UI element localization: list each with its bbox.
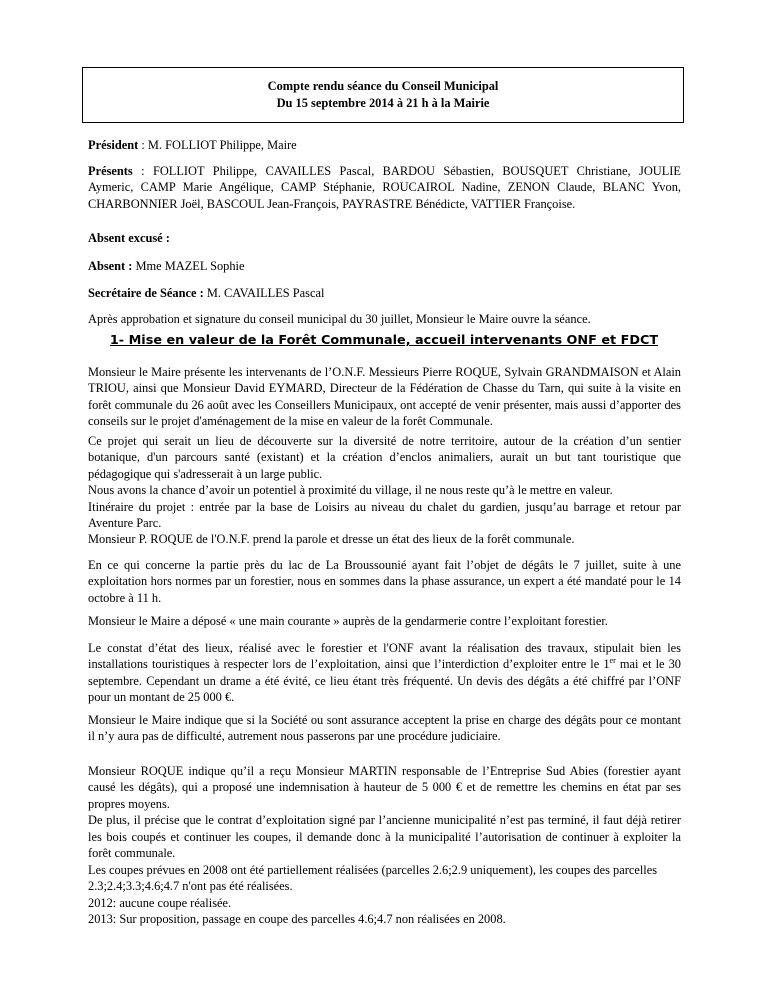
paragraph-coupes (88, 862, 681, 928)
paragraph-roque: Monsieur P. ROQUE de l'O.N.F. prend la parole et dresse un état des lieux de la forêt communale. (88, 532, 575, 546)
intro-paragraph: Après approbation et signature du conseil municipal du 30 juillet, Monsieur le Maire ouvre la séance. (88, 312, 591, 326)
paragraph-constat-b: mai et le 30 septembre. Cependant un drame a été évité, ce lieu étant très fréquenté. Un devis des dégâts a été chiffré par l’ONF pour un montant de 25 000 €. (88, 657, 682, 705)
absent-value: Mme MAZEL Sophie (132, 259, 245, 273)
secretary-label: Secrétaire de Séance : (88, 286, 204, 300)
presents-line-1: : FOLLIOT Philippe, CAVAILLES Pascal, BARDOU Sébastien, BOUSQUET Christiane, JOULIE (132, 164, 681, 178)
paragraph-coupes-3: 2013: Sur proposition, passage en coupe des parcelles 4.6;4.7 non réalisées en 2008. (88, 912, 506, 927)
presents-line-3: CHARBONNIER Joël, BASCOUL Jean-François, PAYRASTRE Bénédicte, VATTIER Françoise. (88, 196, 576, 211)
paragraph-constat (88, 640, 681, 706)
secretary-value: M. CAVAILLES Pascal (203, 286, 325, 300)
superscript-er: er (609, 656, 616, 666)
paragraph-constat-a: Le constat d’état des lieux, réalisé avec le forestier et l'ONF avant la réalisation des travaux, stipulait bien les installations touristiques à respecter lors de l’exploitation, ainsi que l’interdiction d’exploiter entre le 1 (88, 641, 681, 672)
presents-label: Présents (88, 164, 133, 178)
title-box (82, 67, 684, 123)
paragraph-assurance: Monsieur le Maire indique que si la Société ou sont assurance acceptent la prise en charge des dégâts pour ce montant il n’y aura pas de difficulté, autrement nous passerons par une procédure judiciaire. (88, 713, 681, 744)
presents-line-2: Aymeric, CAMP Marie Angélique, CAMP Stéphanie, ROUCAIROL Nadine, ZENON Claude, BLANC Yvon, (88, 180, 681, 195)
presents-block (88, 163, 681, 212)
paragraph-projet-2: Nous avons la chance d’avoir un potentiel à proximité du village, il ne nous reste qu’à le mettre en valeur. (88, 483, 613, 498)
paragraph-martin-1: Monsieur ROQUE indique qu’il a reçu Monsieur MARTIN responsable de l’Entreprise Sud Abies (forestier ayant causé les dégâts), qui a proposé une indemnisation à hauteur de 5 000 € et de remettre les chemins en état par ses propres moyens. (88, 764, 681, 811)
paragraph-main-courante: Monsieur le Maire a déposé « une main courante » auprès de la gendarmerie contre l’exploitant forestier. (88, 614, 608, 628)
paragraph-coupes-1: Les coupes prévues en 2008 ont été partiellement réalisées (parcelles 2.6;2.9 uniquement), les coupes des parcelles 2.3;2.4;3.3;4.6;4.7 n'ont pas été réalisées. (88, 863, 658, 894)
paragraph-martin (88, 763, 681, 861)
paragraph-broussounie: En ce qui concerne la partie près du lac de La Broussounié ayant fait l’objet de dégâts le 7 juillet, suite à une exploitation hors normes par un forestier, nous en sommes dans la phase assurance, un expert a été mandaté pour le 14 octobre à 11 h. (88, 558, 681, 605)
document-title: Compte rendu séance du Conseil Municipal (267, 79, 499, 93)
paragraph-projet (88, 433, 681, 531)
absent-excuse-label: Absent excusé : (88, 231, 170, 245)
secretary-line (88, 285, 681, 301)
president-label: Président (88, 138, 139, 152)
paragraph-martin-2: De plus, il précise que le contrat d’exploitation signé par l’ancienne municipalité n’est pas terminé, il faut déjà retirer les bois coupés et continuer les coupes, il demande donc à la municipalité l’autorisation de continuer à exploiter la forêt communale. (88, 813, 681, 861)
section-heading: 1- Mise en valeur de la Forêt Communale, accueil intervenants ONF et FDCT (109, 333, 659, 348)
paragraph-coupes-2: 2012: aucune coupe réalisée. (88, 895, 232, 910)
meeting-date: Du 15 septembre 2014 à 21 h à la Mairie (276, 96, 490, 110)
absent-line (88, 258, 681, 274)
paragraph-intervenants: Monsieur le Maire présente les intervenants de l’O.N.F. Messieurs Pierre ROQUE, Sylvain GRANDMAISON et Alain TRIOU, ainsi que Monsieur David EYMARD, Directeur de la Fédération de Chasse du Tarn, qui suite à la visite en forêt communale du 26 août avec les Conseillers Municipaux, ont accepté de venir présenter, mais aussi d’apporter des conseils sur le projet d'aménagement de la mise en valeur de la forêt Communale. (88, 365, 681, 429)
paragraph-projet-3: Itinéraire du projet : entrée par la base de Loisirs au niveau du chalet du gardien, jusqu’au barrage et retour par Aventure Parc. (88, 499, 681, 531)
absent-excuse-line (88, 230, 681, 246)
president-value: : M. FOLLIOT Philippe, Maire (138, 138, 297, 152)
absent-label: Absent : (88, 259, 133, 273)
paragraph-projet-1: Ce projet qui serait un lieu de découverte sur la diversité de notre territoire, autour de la création d’un sentier botanique, d'un parcours santé (existant) et la création d’enclos animaliers, aurait un but tant touristique que pédagogique qui s'adresserait à un large public. (88, 434, 681, 481)
president-line (88, 137, 681, 153)
